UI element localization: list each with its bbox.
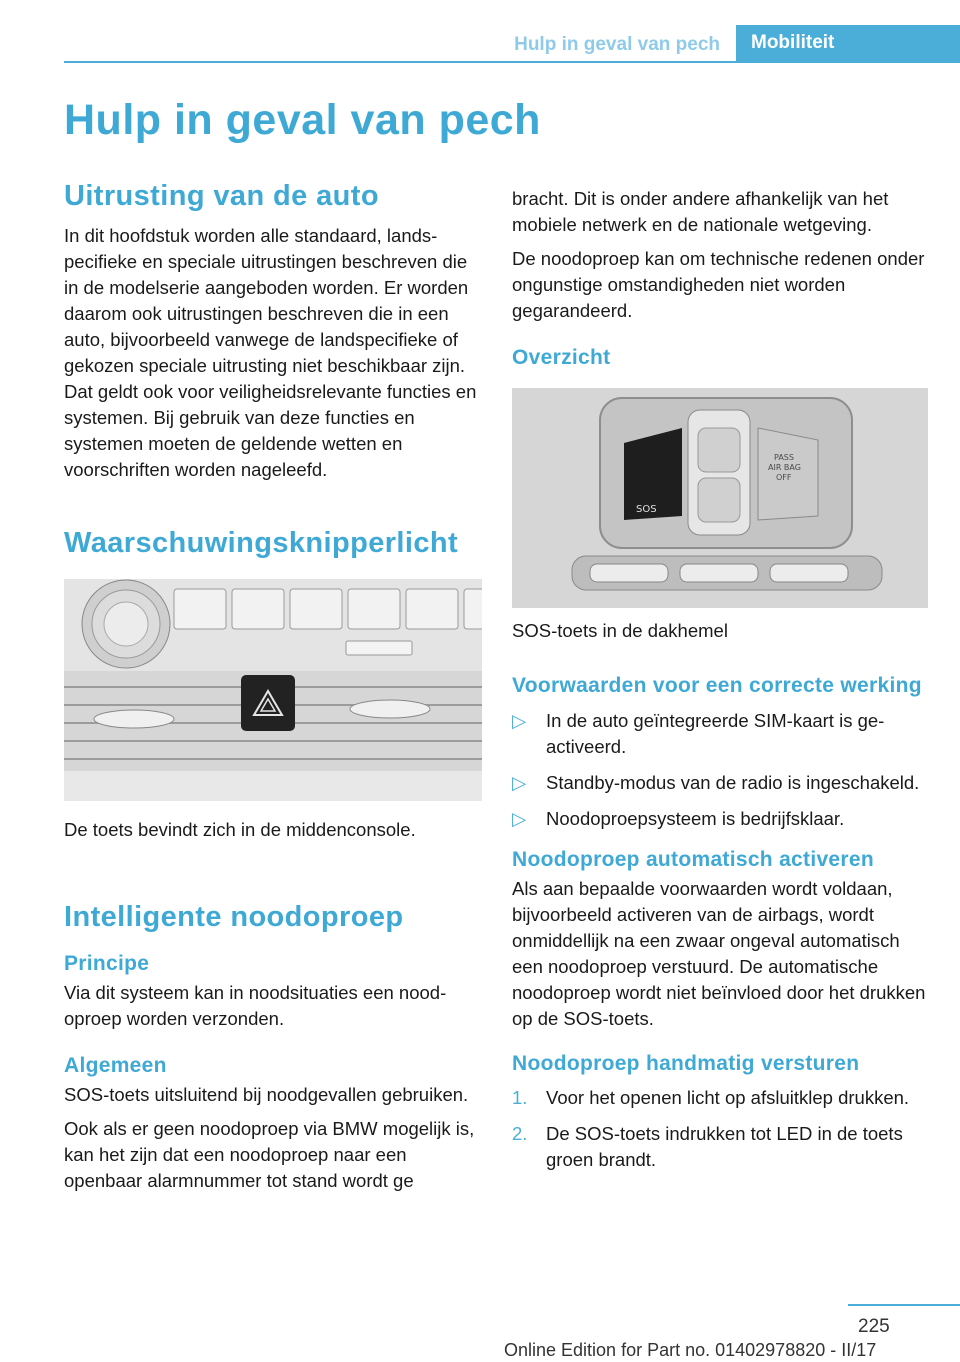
left-column bbox=[64, 180, 482, 1194]
general-body-1: SOS-toets uitsluitend bij noodgevallen gebruiken. bbox=[64, 1084, 469, 1106]
principle-body: Via dit systeem kan in noodsituaties een noodoproep worden verzonden. bbox=[64, 982, 447, 1030]
auto-body: Als aan bepaalde voorwaarden wordt voldaan, bijvoorbeeld activeren van de airbags, wordt onmiddellijk na een zwaar ongeval automatisch een noodoproep verstuurd. De automatische noodoproep wordt niet beïnvloed door het drukken op de SOS-toets. bbox=[512, 878, 926, 1030]
overview-heading: Overzicht bbox=[512, 346, 611, 369]
sos-button-label: SOS bbox=[636, 504, 657, 516]
hazard-console-figure bbox=[64, 579, 482, 801]
principle-heading: Principe bbox=[64, 952, 150, 976]
footer-rule bbox=[848, 1304, 960, 1306]
overview-caption: SOS-toets in de dakhemel bbox=[512, 620, 728, 642]
equipment-heading: Uitrusting van de auto bbox=[64, 180, 379, 212]
hazard-heading: Waarschuwingsknipperlicht bbox=[64, 527, 459, 560]
step-number: 1. bbox=[512, 1086, 528, 1108]
running-header-chapter-tab: Mobiliteit bbox=[736, 25, 960, 61]
edition-note: Online Edition for Part no. 01402978820 - II/17 bbox=[504, 1340, 877, 1360]
emergency-heading: Intelligente noodoproep bbox=[64, 900, 404, 933]
list-item bbox=[512, 770, 932, 796]
page-title: Hulp in geval van pech bbox=[64, 96, 541, 144]
step-text: Voor het openen licht op afsluitklep drukken. bbox=[546, 1086, 910, 1108]
list-item bbox=[512, 708, 932, 760]
right-column bbox=[512, 186, 932, 1183]
general-body-2: Ook als er geen noodoproep via BMW mogelijk is, kan het zijn dat een noodoproep naar een openbaar alarmnummer tot stand wordt ge bbox=[64, 1118, 475, 1192]
triangle-right-icon: ▷ bbox=[512, 710, 527, 732]
list-item bbox=[512, 1085, 932, 1111]
condition-text: In de auto geïntegreerde SIM-kaart is geactiveerd. bbox=[546, 710, 885, 758]
list-item bbox=[512, 806, 932, 832]
console-illustration bbox=[64, 579, 482, 801]
step-text: De SOS-toets indrukken tot LED in de toets groen brandt. bbox=[546, 1122, 903, 1170]
condition-text: Noodoproepsysteem is bedrijfsklaar. bbox=[546, 808, 845, 830]
airbag-label-2: AIR BAG bbox=[768, 463, 801, 473]
manual-heading: Noodoproep handmatig versturen bbox=[512, 1052, 860, 1076]
auto-heading: Noodoproep automatisch activeren bbox=[512, 848, 874, 872]
roof-console-illustration bbox=[512, 388, 928, 608]
list-item bbox=[512, 1121, 932, 1173]
header-rule bbox=[64, 61, 960, 63]
condition-text: Standby-modus van de radio is ingeschakeld. bbox=[546, 772, 920, 794]
triangle-right-icon: ▷ bbox=[512, 808, 527, 830]
running-header-section: Hulp in geval van pech bbox=[514, 34, 720, 55]
conditions-heading: Voorwaarden voor een correcte werking bbox=[512, 674, 922, 698]
continued-text: bracht. Dit is onder andere afhankelijk van het mobiele netwerk en de nationale wetgeving. bbox=[512, 188, 889, 235]
conditions-list bbox=[512, 708, 932, 832]
triangle-right-icon: ▷ bbox=[512, 772, 527, 794]
step-number: 2. bbox=[512, 1122, 528, 1144]
airbag-label-3: OFF bbox=[776, 473, 792, 483]
equipment-body: In dit hoofdstuk worden alle standaard, landspecifieke en speciale uitrustingen beschreven die in de modelserie aangeboden worden. Er worden daarom ook uitrustingen beschreven die in een auto, bijvoorbeeld vanwege de landspecifieke of gekozen speciale uitrusting niet beschikbaar zijn. Dat geldt ook voor veiligheidsrelevante functies en systemen. Bij gebruik van deze functies en systemen moeten de geldende wetten en voorschriften worden nageleefd. bbox=[64, 225, 477, 481]
sos-roof-figure bbox=[512, 388, 928, 608]
hazard-caption: De toets bevindt zich in de middenconsole. bbox=[64, 818, 416, 840]
page-number: 225 bbox=[858, 1316, 890, 1337]
general-heading: Algemeen bbox=[64, 1054, 167, 1078]
airbag-label-1: PASS bbox=[774, 453, 794, 463]
guarantee-text: De noodoproep kan om technische redenen onder ongunstige omstandigheden niet worden gegarandeerd. bbox=[512, 248, 925, 321]
manual-steps bbox=[512, 1085, 932, 1173]
